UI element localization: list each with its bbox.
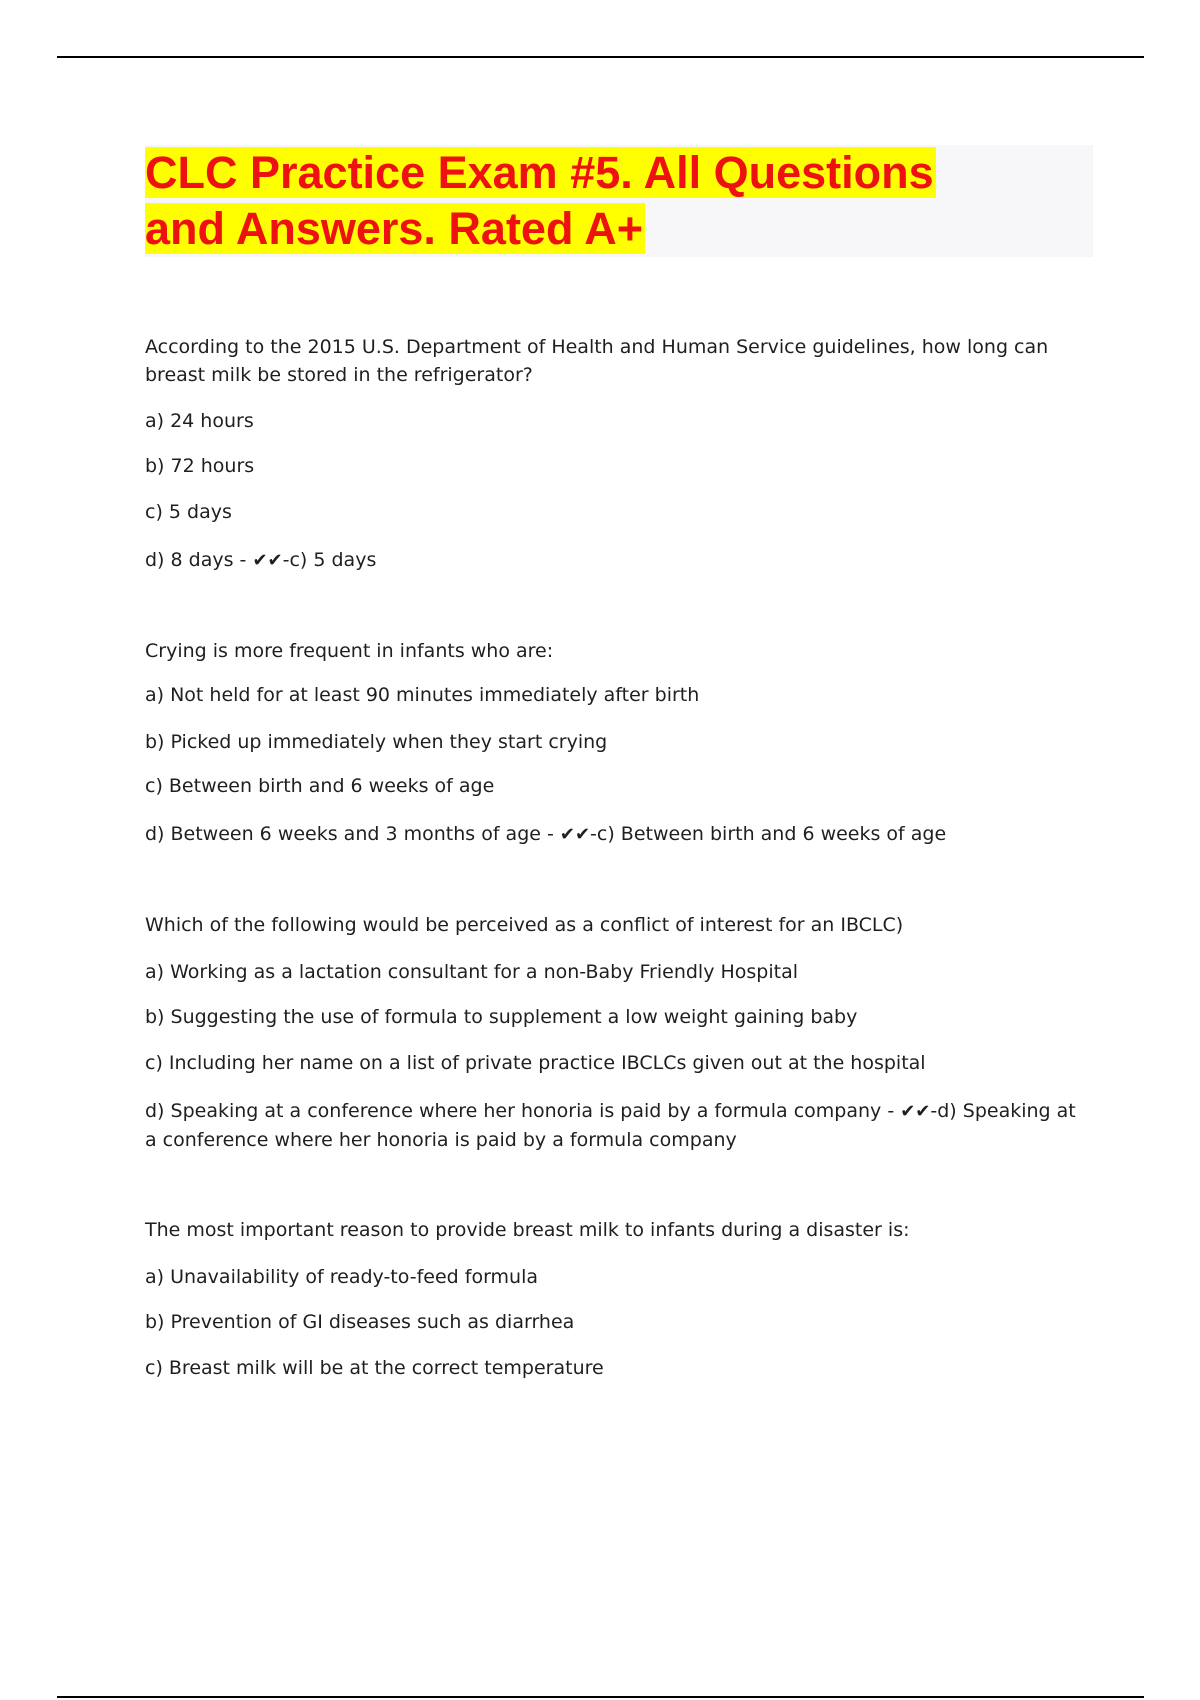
title-line-2: and Answers. Rated A+ xyxy=(145,203,644,254)
option-text: c) 5 days xyxy=(145,501,232,523)
question-stem: Crying is more frequent in infants who are: xyxy=(145,640,554,662)
q3-option-a xyxy=(145,958,1085,986)
option-text: a) Not held for at least 90 minutes immediately after birth xyxy=(145,684,700,706)
question-1 xyxy=(145,333,1085,389)
q2-option-c xyxy=(145,772,1085,800)
q3-option-c xyxy=(145,1049,1085,1077)
q3-option-d-with-answer xyxy=(145,1097,1085,1154)
check-mark-icon: ✔✔ xyxy=(559,824,591,845)
option-text: a) Working as a lactation consultant for a non-Baby Friendly Hospital xyxy=(145,961,799,983)
option-text: b) Picked up immediately when they start crying xyxy=(145,731,608,753)
check-mark-icon: ✔✔ xyxy=(252,550,283,571)
option-text: a) Unavailability of ready-to-feed formula xyxy=(145,1266,539,1288)
option-text: c) Breast milk will be at the correct temperature xyxy=(145,1357,604,1379)
question-4 xyxy=(145,1216,1085,1244)
question-stem: Which of the following would be perceived as a conflict of interest for an IBCLC) xyxy=(145,914,904,936)
option-text: d) Between 6 weeks and 3 months of age - xyxy=(145,823,560,845)
bottom-rule xyxy=(57,1696,1144,1698)
option-text: b) 72 hours xyxy=(145,455,255,477)
q1-option-d-with-answer xyxy=(145,546,1085,575)
document-title xyxy=(145,145,1093,257)
answer-text: -d) Speaking at a conference where her honoria is paid by a formula company xyxy=(145,1100,1076,1151)
option-text: c) Including her name on a list of private practice IBCLCs given out at the hospital xyxy=(145,1052,926,1074)
top-rule xyxy=(57,56,1144,58)
q3-option-b xyxy=(145,1003,1085,1031)
q1-option-c xyxy=(145,498,1085,526)
q4-option-c xyxy=(145,1354,1085,1382)
option-text: b) Prevention of GI diseases such as diarrhea xyxy=(145,1311,575,1333)
q1-option-b xyxy=(145,452,1085,480)
answer-text: -c) Between birth and 6 weeks of age xyxy=(590,823,947,845)
option-text: a) 24 hours xyxy=(145,410,254,432)
check-mark-icon: ✔✔ xyxy=(900,1101,931,1122)
option-text: d) 8 days - xyxy=(145,549,253,571)
answer-text: -c) 5 days xyxy=(282,549,377,571)
title-block xyxy=(145,145,1093,257)
option-text: b) Suggesting the use of formula to supplement a low weight gaining baby xyxy=(145,1006,858,1028)
q2-option-d-with-answer xyxy=(145,820,1085,849)
q1-option-a xyxy=(145,407,1085,435)
q4-option-b xyxy=(145,1308,1085,1336)
option-text: d) Speaking at a conference where her honoria is paid by a formula company - xyxy=(145,1100,901,1122)
question-3 xyxy=(145,911,1085,939)
question-stem: According to the 2015 U.S. Department of Health and Human Service guidelines, how long can breast milk be stored in the refrigerator? xyxy=(145,336,1049,386)
q2-option-b xyxy=(145,728,1085,756)
title-line-1: CLC Practice Exam #5. All Questions xyxy=(145,147,934,198)
question-2 xyxy=(145,637,1085,665)
option-text: c) Between birth and 6 weeks of age xyxy=(145,775,495,797)
question-stem: The most important reason to provide breast milk to infants during a disaster is: xyxy=(145,1219,910,1241)
q2-option-a xyxy=(145,681,1085,709)
q4-option-a xyxy=(145,1263,1085,1291)
